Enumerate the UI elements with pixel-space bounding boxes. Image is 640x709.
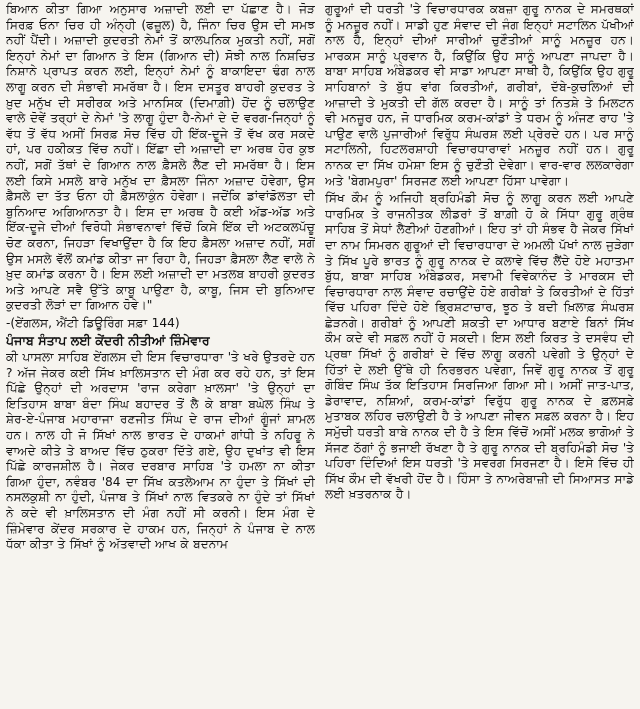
article-paragraph: ਗੁਰੂਆਂ ਦੀ ਧਰਤੀ 'ਤੇ ਵਿਚਾਰਧਾਰਕ ਕਬਜ਼ਾ ਗੁਰੂ ਨਾਨਕ ਦੇ ਸਮਰਥਕਾਂ ਨੂੰ ਮਨਜ਼ੂਰ ਨਹੀਂ। ਸਾਡੀ ਹੁਣ ਸੰਵਾਦ ਦੀ ਜੰਗ ਇਨ੍ਹਾਂ ਸਟਾਲਿਨ ਪੱਖੀਆਂ ਨਾਲ ਹੈ, ਇਨ੍ਹਾਂ ਦੀਆਂ ਸਾਰੀਆਂ ਚੁਣੌਤੀਆਂ ਸਾਨੂੰ ਮਨਜ਼ੂਰ ਹਨ। ਮਾਰਕਸ ਸਾਨੂੰ ਪ੍ਰਵਾਨ ਹੈ, ਕਿਉਂਕਿ ਉਹ ਸਾਨੂੰ ਆਪਣਾ ਜਾਪਦਾ ਹੈ। ਬਾਬਾ ਸਾਹਿਬ ਅੰਬੇਡਕਰ ਵੀ ਸਾਡਾ ਆਪਣਾ ਸਾਥੀ ਹੈ, ਕਿਉਂਕਿ ਉਹ ਗੁਰੂ ਸਾਹਿਬਾਨਾਂ ਤੇ ਬੁੱਧ ਵਾਂਗ ਕਿਰਤੀਆਂ, ਗਰੀਬਾਂ, ਦੱਬੇ-ਕੁਚਲਿਆਂ ਦੀ ਆਜ਼ਾਦੀ ਤੇ ਮੁਕਤੀ ਦੀ ਗੱਲ ਕਰਦਾ ਹੈ। ਸਾਨੂੰ ਤਾਂ ਨਿਤਸ਼ੇ ਤੇ ਮਿਲਟਨ ਵੀ ਮਨਜ਼ੂਰ ਹਨ, ਜੋ ਧਾਰਮਿਕ ਕਰਮ-ਕਾਂਡਾਂ ਤੇ ਧਰਮ ਨੂੰ ਅੰਜਣ ਰਾਹ 'ਤੇ ਪਾਉਣ ਵਾਲੇ ਪੁਜਾਰੀਆਂ ਵਿਰੁੱਧ ਸੰਘਰਸ਼ ਲਈ ਪ੍ਰੇਰਦੇ ਹਨ। ਪਰ ਸਾਨੂੰ ਸਟਾਲਿਨੀ, ਹਿਟਲਰਸ਼ਾਹੀ ਵਿਚਾਰਧਾਰਾਵਾਂ ਮਨਜ਼ੂਰ ਨਹੀਂ ਹਨ। ਗੁਰੂ ਨਾਨਕ ਦਾ ਸਿੱਖ ਹਮੇਸ਼ਾ ਇਸ ਨੂੰ ਚੁਣੌਤੀ ਦੇਵੇਗਾ। ਵਾਰ-ਵਾਰ ਲਲਕਾਰੇਗਾ ਅਤੇ 'ਬੇਗਮਪੁਰਾ' ਸਿਰਜਣ ਲਈ ਆਪਣਾ ਹਿੱਸਾ ਪਾਵੇਗਾ।: [325, 2, 634, 188]
section-heading: ਪੰਜਾਬ ਸੰਤਾਪ ਲਈ ਕੇਂਦਰੀ ਨੀਤੀਆਂ ਜ਼ਿੰਮੇਵਾਰ: [6, 333, 210, 349]
citation: -(ਏਂਗਲਸ, ਐਂਟੀ ਡਿਊਰਿੰਗ ਸਫ਼ਾ 144): [6, 315, 180, 330]
left-column: [6, 2, 315, 709]
article-paragraph: ਬਿਆਨ ਕੀਤਾ ਗਿਆ ਅਨੁਸਾਰ ਅਜ਼ਾਦੀ ਲਈ ਦਾ ਪੱਛਾਣ ਹੈ। ਜੋੜ ਸਿਰਫ਼ ਓਨਾ ਚਿਰ ਹੀ ਅੰਨ੍ਹੀ (ਫਜ਼ੂਲ) ਹੈ, ਜਿੰਨਾ ਚਿਰ ਉਸ ਦੀ ਸਮਝ ਨਹੀਂ ਪੈਂਦੀ। ਅਜ਼ਾਦੀ ਕੁਦਰਤੀ ਨੇਮਾਂ ਤੋਂ ਕਾਲਪਨਿਕ ਮੁਕਤੀ ਨਹੀਂ, ਸਗੋਂ ਇਨ੍ਹਾਂ ਨੇਮਾਂ ਦਾ ਗਿਆਨ ਤੇ ਇਸ (ਗਿਆਨ ਦੀ) ਸੋਝੀ ਨਾਲ ਨਿਸ਼ਚਿਤ ਨਿਸ਼ਾਨੇ ਪ੍ਰਾਪਤ ਕਰਨ ਲਈ, ਇਨ੍ਹਾਂ ਨੇਮਾਂ ਨੂੰ ਬਾਕਾਇਦਾ ਢੰਗ ਨਾਲ ਲਾਗੂ ਕਰਨ ਦੀ ਸੰਭਾਵੀ ਸਮਰੱਥਾ ਹੈ। ਇਸ ਦਸਤੂਰ ਬਾਹਰੀ ਕੁਦਰਤ ਤੇ ਖ਼ੁਦ ਮਨੁੱਖ ਦੀ ਸਰੀਰਕ ਅਤੇ ਮਾਨਸਿਕ (ਦਿਮਾਗ਼ੀ) ਹੋਂਦ ਨੂੰ ਚਲਾਉਣ ਵਾਲੇ ਦੋਵੇਂ ਤਰ੍ਹਾਂ ਦੇ ਨੇਮਾਂ 'ਤੇ ਲਾਗੂ ਹੁੰਦਾ ਹੈ-ਨੇਮਾਂ ਦੇ ਦੋ ਵਰਗ-ਜਿਨ੍ਹਾਂ ਨੂੰ ਵੱਧ ਤੋਂ ਵੱਧ ਅਸੀਂ ਸਿਰਫ਼ ਸੋਚ ਵਿੱਚ ਹੀ ਇੱਕ-ਦੂਜੇ ਤੋਂ ਵੱਖ ਕਰ ਸਕਦੇ ਹਾਂ, ਪਰ ਹਕੀਕਤ ਵਿੱਚ ਨਹੀਂ। ਇੱਛਾ ਦੀ ਅਜ਼ਾਦੀ ਦਾ ਅਰਥ ਹੋਰ ਕੁਝ ਨਹੀਂ, ਸਗੋਂ ਤੱਥਾਂ ਦੇ ਗਿਆਨ ਨਾਲ ਫ਼ੈਸਲੇ ਲੈਣ ਦੀ ਸਮਰੱਥਾ ਹੈ। ਇਸ ਲਈ ਕਿਸੇ ਮਸਲੇ ਬਾਰੇ ਮਨੁੱਖ ਦਾ ਫ਼ੈਸਲਾ ਜਿੰਨਾ ਅਜ਼ਾਦ ਹੋਵੇਗਾ, ਉਸ ਫ਼ੈਸਲੇ ਦਾ ਤੱਤ ਓਨਾ ਹੀ ਫ਼ੈਸਲਾਕੁੰਨ ਹੋਵੇਗਾ। ਜਦੋਂਕਿ ਡਾਂਵਾਂਡੋਲਤਾ ਦੀ ਬੁਨਿਆਦ ਅਗਿਆਨਤਾ ਹੈ। ਇਸ ਦਾ ਅਰਥ ਹੈ ਕਈ ਅੱਡ-ਅੱਡ ਅਤੇ ਇੱਕ-ਦੂਜੇ ਦੀਆਂ ਵਿਰੋਧੀ ਸੰਭਾਵਨਾਵਾਂ ਵਿੱਚੋਂ ਕਿਸੇ ਇੱਕ ਦੀ ਅਟਕਲਪੱਚੂ ਚੋਣ ਕਰਨਾ, ਜਿਹੜਾ ਵਿਖਾਉਂਦਾ ਹੈ ਕਿ ਇਹ ਫ਼ੈਸਲਾ ਅਜ਼ਾਦ ਨਹੀਂ, ਸਗੋਂ ਉਸ ਮਸਲੇ ਵੱਲੋਂ ਕਮਾਂਡ ਕੀਤਾ ਜਾ ਰਿਹਾ ਹੈ, ਜਿਹੜਾ ਫ਼ੈਸਲਾ ਲੈਣ ਵਾਲੇ ਨੇ ਖ਼ੁਦ ਕਮਾਂਡ ਕਰਨਾ ਹੈ। ਇਸ ਲਈ ਅਜ਼ਾਦੀ ਦਾ ਮਤਲਬ ਬਾਹਰੀ ਕੁਦਰਤ ਅਤੇ ਆਪਣੇ ਸਵੈ ਉੱਤੇ ਕਾਬੂ ਪਾਉਣਾ ਹੈ, ਕਾਬੂ, ਜਿਸ ਦੀ ਬੁਨਿਆਦ ਕੁਦਰਤੀ ਲੋੜਾਂ ਦਾ ਗਿਆਨ ਹੋਵੇ।": [6, 2, 315, 313]
right-column: [325, 2, 634, 709]
article-paragraph: ਕੀ ਪਾਸਲਾ ਸਾਹਿਬ ਏਂਗਲਸ ਦੀ ਇਸ ਵਿਚਾਰਧਾਰਾ 'ਤੇ ਖਰੇ ਉਤਰਦੇ ਹਨ ? ਅੱਜ ਜੇਕਰ ਕਈ ਸਿੱਖ ਖ਼ਾਲਿਸਤਾਨ ਦੀ ਮੰਗ ਕਰ ਰਹੇ ਹਨ, ਤਾਂ ਇਸ ਪਿੱਛੇ ਉਨ੍ਹਾਂ ਦੀ ਅਰਦਾਸ 'ਰਾਜ ਕਰੇਗਾ ਖ਼ਾਲਸਾ' 'ਤੇ ਉਨ੍ਹਾਂ ਦਾ ਇਤਿਹਾਸ ਬਾਬਾ ਬੰਦਾ ਸਿੰਘ ਬਹਾਦਰ ਤੋਂ ਲੈ ਕੇ ਬਾਬਾ ਬਘੇਲ ਸਿੰਘ ਤੇ ਸ਼ੇਰ-ਏ-ਪੰਜਾਬ ਮਹਾਰਾਜਾ ਰਣਜੀਤ ਸਿੰਘ ਦੇ ਰਾਜ ਦੀਆਂ ਗੂੰਜਾਂ ਸ਼ਾਮਲ ਹਨ। ਨਾਲ ਹੀ ਜੋ ਸਿੱਖਾਂ ਨਾਲ ਭਾਰਤ ਦੇ ਹਾਕਮਾਂ ਗਾਂਧੀ ਤੇ ਨਹਿਰੂ ਨੇ ਵਾਅਦੇ ਕੀਤੇ ਤੇ ਬਾਅਦ ਵਿੱਚ ਠੁਕਰਾ ਦਿੱਤੇ ਗਏ, ਉਹ ਦੁਖਾਂਤ ਵੀ ਇਸ ਪਿੱਛੇ ਕਾਰਜਸ਼ੀਲ ਹੈ। ਜੇਕਰ ਦਰਬਾਰ ਸਾਹਿਬ 'ਤੇ ਹਮਲਾ ਨਾ ਕੀਤਾ ਗਿਆ ਹੁੰਦਾ, ਨਵੰਬਰ '84 ਦਾ ਸਿੱਖ ਕਤਲੇਆਮ ਨਾ ਹੁੰਦਾ ਤੇ ਸਿੱਖਾਂ ਦੀ ਨਸਲਕੁਸ਼ੀ ਨਾ ਹੁੰਦੀ, ਪੰਜਾਬ ਤੇ ਸਿੱਖਾਂ ਨਾਲ ਵਿਤਕਰੇ ਨਾ ਹੁੰਦੇ ਤਾਂ ਸਿੱਖਾਂ ਨੇ ਕਦੇ ਵੀ ਖ਼ਾਲਿਸਤਾਨ ਦੀ ਮੰਗ ਨਹੀਂ ਸੀ ਕਰਨੀ। ਇਸ ਮੰਗ ਦੇ ਜ਼ਿੰਮੇਵਾਰ ਕੇਂਦਰ ਸਰਕਾਰ ਦੇ ਹਾਕਮ ਹਨ, ਜਿਨ੍ਹਾਂ ਨੇ ਪੰਜਾਬ ਦੇ ਨਾਲ ਧੱਕਾ ਕੀਤਾ ਤੇ ਸਿੱਖਾਂ ਨੂੰ ਅੱਤਵਾਦੀ ਆਖ ਕੇ ਬਦਨਾਮ: [6, 350, 315, 552]
article-paragraph: ਸਿੱਖ ਕੌਮ ਨੂੰ ਅਜਿਹੀ ਬ੍ਰਹਿਮੰਡੀ ਸੋਚ ਨੂੰ ਲਾਗੂ ਕਰਨ ਲਈ ਆਪਣੇ ਧਾਰਮਿਕ ਤੇ ਰਾਜਨੀਤਕ ਲੀਡਰਾਂ ਤੋਂ ਬਾਗ਼ੀ ਹੋ ਕੇ ਸਿੱਧਾ ਗੁਰੂ ਗ੍ਰੰਥ ਸਾਹਿਬ ਤੋਂ ਸੇਧਾਂ ਲੈਣੀਆਂ ਹੋਣਗੀਆਂ। ਇਹ ਤਾਂ ਹੀ ਸੰਭਵ ਹੈ ਜੇਕਰ ਸਿੱਖਾਂ ਦਾ ਨਾਮ ਸਿਮਰਨ ਗੁਰੂਆਂ ਦੀ ਵਿਚਾਰਧਾਰਾ ਦੇ ਅਮਲੀ ਪੱਖਾਂ ਨਾਲ ਜੁੜੇਗਾ ਤੇ ਸਿੱਖ ਪੂਰੇ ਭਾਰਤ ਨੂੰ ਗੁਰੂ ਨਾਨਕ ਦੇ ਕਲਾਵੇ ਵਿੱਚ ਲੈਂਦੇ ਹੋਏ ਮਹਾਤਮਾ ਬੁੱਧ, ਬਾਬਾ ਸਾਹਿਬ ਅੰਬੇਡਕਰ, ਸਵਾਮੀ ਵਿਵੇਕਾਨੰਦ ਤੇ ਮਾਰਕਸ ਦੀ ਵਿਚਾਰਧਾਰਾ ਨਾਲ ਸੰਵਾਦ ਰਚਾਉਂਦੇ ਹੋਏ ਗਰੀਬਾਂ ਤੇ ਕਿਰਤੀਆਂ ਦੇ ਹਿੱਤਾਂ ਵਿੱਚ ਪਹਿਰਾ ਦਿੰਦੇ ਹੋਏ ਭ੍ਰਿਸ਼ਟਾਚਾਰ, ਝੂਠ ਤੇ ਬਦੀ ਖ਼ਿਲਾਫ਼ ਸੰਘਰਸ਼ ਛੇੜਨਗੇ। ਗਰੀਬਾਂ ਨੂੰ ਆਪਣੀ ਸ਼ਕਤੀ ਦਾ ਆਧਾਰ ਬਣਾਏ ਬਿਨਾਂ ਸਿੱਖ ਕੌਮ ਕਦੇ ਵੀ ਸਫ਼ਲ ਨਹੀਂ ਹੋ ਸਕਦੀ। ਇਸ ਲਈ ਕਿਰਤ ਤੇ ਦਸਵੰਧ ਦੀ ਪ੍ਰਥਾ ਸਿੱਖਾਂ ਨੂੰ ਗਰੀਬਾਂ ਦੇ ਵਿੱਚ ਲਾਗੂ ਕਰਨੀ ਪਵੇਗੀ ਤੇ ਉਨ੍ਹਾਂ ਦੇ ਹਿੱਤਾਂ ਦੇ ਲਈ ਉੱਥੇ ਹੀ ਨਿਰਭਰਨ ਪਵੇਗਾ, ਜਿਵੇਂ ਗੁਰੂ ਨਾਨਕ ਤੋਂ ਗੁਰੂ ਗੋਬਿੰਦ ਸਿੰਘ ਤੱਕ ਇਤਿਹਾਸ ਸਿਰਜਿਆ ਗਿਆ ਸੀ। ਅਸੀਂ ਜਾਤ-ਪਾਤ, ਡੇਰਾਵਾਦ, ਨਸ਼ਿਆਂ, ਕਰਮ-ਕਾਂਡਾਂ ਵਿਰੁੱਧ ਗੁਰੂ ਨਾਨਕ ਦੇ ਫ਼ਲਸਫ਼ੇ ਮੁਤਾਬਕ ਲਹਿਰ ਚਲਾਉਣੀ ਹੈ ਤੇ ਆਪਣਾ ਜੀਵਨ ਸਫ਼ਲ ਕਰਨਾ ਹੈ। ਇਹ ਸਮੁੱਚੀ ਧਰਤੀ ਬਾਬੇ ਨਾਨਕ ਦੀ ਹੈ ਤੇ ਇਸ ਵਿੱਚੋਂ ਅਸੀਂ ਮਲਕ ਭਾਗੋਆਂ ਤੇ ਸੱਜਣ ਠੱਗਾਂ ਨੂੰ ਭਜਾਈ ਰੱਖਣਾ ਹੈ ਤੇ ਗੁਰੂ ਨਾਨਕ ਦੀ ਬ੍ਰਹਿਮੰਡੀ ਸੋਚ 'ਤੇ ਪਹਿਰਾ ਦਿੰਦਿਆਂ ਇਸ ਧਰਤੀ 'ਤੇ ਸਵਰਗ ਸਿਰਜਣਾ ਹੈ। ਇਸੇ ਵਿੱਚ ਹੀ ਸਿੱਖ ਕੌਮ ਦੀ ਵੱਖਰੀ ਹੋਂਦ ਹੈ। ਹਿੰਸਾ ਤੇ ਨਾਅਰੇਬਾਜ਼ੀ ਦੀ ਸਿਆਸਤ ਸਾਡੇ ਲਈ ਖ਼ਤਰਨਾਕ ਹੈ।: [325, 191, 634, 502]
